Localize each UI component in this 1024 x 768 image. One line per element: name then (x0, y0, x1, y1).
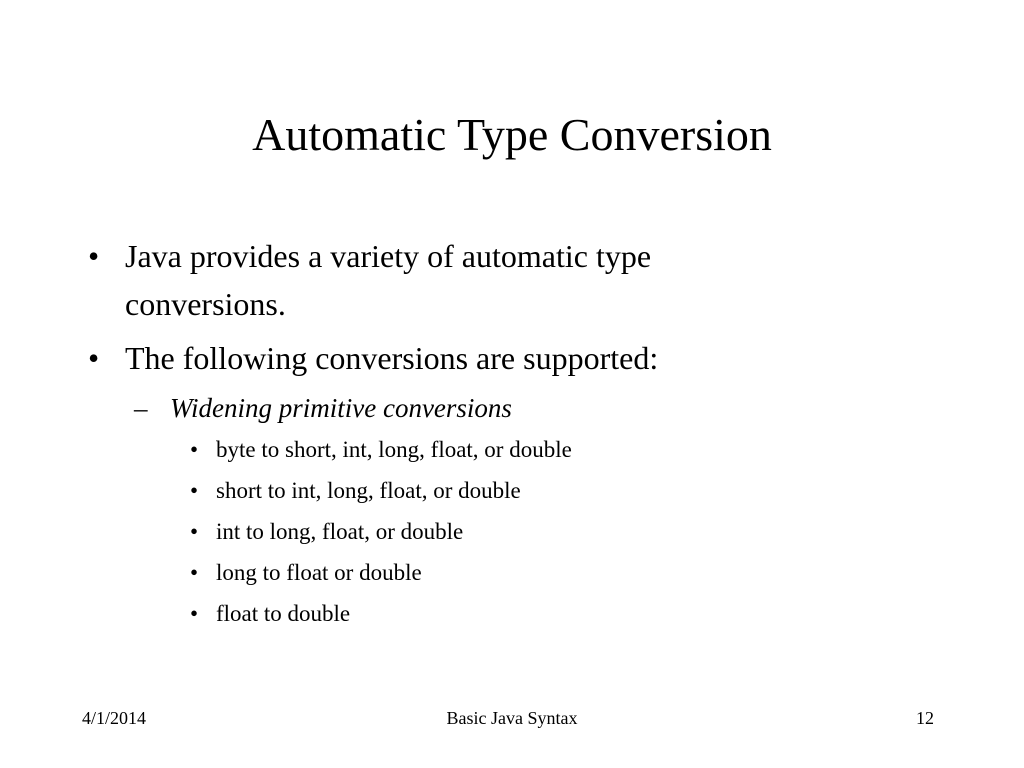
bullet-item-2 (82, 334, 942, 382)
list-item-text: float to double (216, 601, 351, 626)
conversion-list (82, 434, 942, 629)
dash-icon: – (134, 393, 148, 423)
list-item (190, 557, 942, 588)
page-number: 12 (916, 708, 934, 728)
list-item-text: short to int, long, float, or double (216, 478, 521, 503)
bullet-icon: • (190, 560, 199, 585)
bullet-icon: • (88, 340, 100, 376)
slide-body (82, 232, 942, 639)
bullet-icon: • (190, 601, 199, 626)
slide-title: Automatic Type Conversion (252, 109, 772, 160)
bullet-icon: • (88, 238, 100, 274)
sub-heading-text: Widening primitive conversions (170, 393, 512, 423)
bullet-text-2: The following conversions are supported: (125, 340, 659, 376)
list-item-text: long to float or double (216, 560, 422, 585)
bullet-item-1 (82, 232, 942, 328)
bullet-icon: • (190, 478, 199, 503)
footer-title: Basic Java Syntax (446, 708, 578, 728)
bullet-icon: • (190, 437, 199, 462)
list-item (190, 516, 942, 547)
list-item (190, 434, 942, 465)
bullet-text-1-line-1: Java provides a variety of automatic type (125, 238, 652, 274)
bullet-text-1-line-2: conversions. (125, 286, 286, 322)
footer-date: 4/1/2014 (82, 708, 147, 728)
sub-heading-item (125, 388, 942, 428)
list-item (190, 475, 942, 506)
list-item-text: int to long, float, or double (216, 519, 464, 544)
list-item-text: byte to short, int, long, float, or double (216, 437, 572, 462)
list-item (190, 598, 942, 629)
bullet-icon: • (190, 519, 199, 544)
